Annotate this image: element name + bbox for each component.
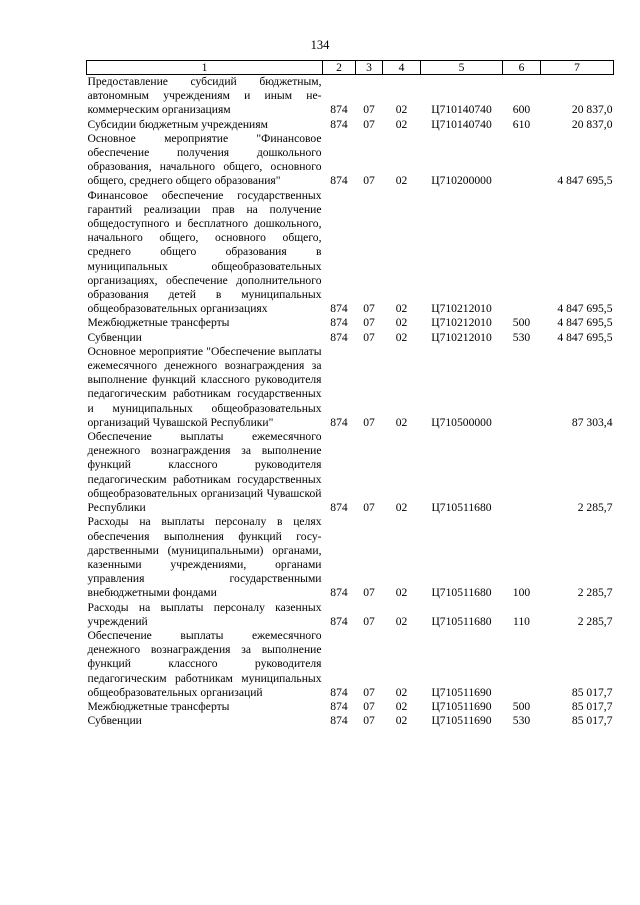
row-expense-type	[503, 629, 541, 700]
row-name: Основное мероприятие "Финансовое обеспечение получения дошкольного образования, начального общего, основного общего, среднего общего образования"	[87, 131, 322, 188]
row-target-code: Ц710511690	[431, 714, 492, 728]
row-subsection: 02	[395, 316, 408, 330]
row-amount: 2 285,7	[577, 614, 613, 628]
row-admin-code: 874	[330, 415, 348, 429]
row-target-code: Ц710212010	[431, 316, 492, 330]
row-amount: 4 847 695,5	[557, 174, 613, 188]
table-row	[87, 430, 614, 515]
row-target-code: Ц710511690	[431, 699, 492, 713]
table-row	[87, 345, 614, 430]
table-header	[87, 61, 614, 75]
row-subsection: 02	[395, 117, 408, 131]
row-amount: 87 303,4	[571, 415, 613, 429]
row-section: 07	[363, 103, 375, 117]
row-subsection: 02	[395, 501, 408, 515]
table-row	[87, 75, 614, 118]
table-row	[87, 118, 614, 132]
table-row	[87, 601, 614, 629]
table-row	[87, 515, 614, 600]
row-subsection: 02	[395, 415, 408, 429]
row-expense-type	[503, 345, 541, 430]
header-col-1: 1	[87, 61, 323, 75]
row-name: Субвенции	[87, 330, 142, 344]
row-expense-type: 530	[512, 714, 531, 728]
table-row	[87, 189, 614, 317]
row-amount: 20 837,0	[571, 103, 613, 117]
row-section: 07	[363, 685, 375, 699]
row-amount: 20 837,0	[571, 117, 613, 131]
row-amount: 2 285,7	[577, 501, 613, 515]
row-expense-type	[503, 132, 541, 189]
header-col-4: 4	[383, 61, 421, 75]
row-admin-code: 874	[330, 685, 348, 699]
row-section: 07	[363, 174, 375, 188]
row-target-code: Ц710140740	[431, 103, 492, 117]
row-expense-type: 500	[512, 699, 531, 713]
row-section: 07	[363, 699, 375, 713]
row-section: 07	[363, 415, 375, 429]
row-section: 07	[363, 714, 375, 728]
row-subsection: 02	[395, 330, 408, 344]
row-amount: 85 017,7	[571, 714, 613, 728]
header-col-7: 7	[541, 61, 614, 75]
row-subsection: 02	[395, 103, 408, 117]
table-row	[87, 132, 614, 189]
row-expense-type: 500	[512, 316, 531, 330]
row-name: Субвенции	[87, 714, 142, 728]
row-amount: 4 847 695,5	[557, 316, 613, 330]
row-target-code: Ц710511680	[431, 614, 492, 628]
row-expense-type: 100	[512, 586, 531, 600]
row-expense-type: 610	[512, 117, 531, 131]
row-section: 07	[363, 117, 375, 131]
row-subsection: 02	[395, 586, 408, 600]
row-name: Субсидии бюджетным учреждениям	[87, 117, 268, 131]
table-row	[87, 714, 614, 728]
budget-table	[86, 60, 614, 728]
row-admin-code: 874	[330, 316, 348, 330]
row-name: Финансовое обеспечение государственных гарантий реализации прав на получение общедоступного и бесплатного дошкольного, начального общего, основного общего, среднего общего образования в муниципальных общеобразовательных организациях, обеспечение дополнительного образования детей в муниципальных общеобразовательных организациях	[87, 188, 322, 316]
row-section: 07	[363, 501, 375, 515]
row-admin-code: 874	[330, 103, 348, 117]
row-admin-code: 874	[330, 174, 348, 188]
row-name: Предоставление субсидий бюджетным, автономным учреждениям и иным некоммерческим организациям	[87, 75, 322, 117]
row-expense-type	[503, 189, 541, 317]
row-expense-type: 530	[512, 330, 531, 344]
row-amount: 85 017,7	[571, 685, 613, 699]
row-subsection: 02	[395, 685, 408, 699]
table-row	[87, 700, 614, 714]
row-section: 07	[363, 302, 375, 316]
row-amount: 4 847 695,5	[557, 330, 613, 344]
row-admin-code: 874	[330, 330, 348, 344]
row-subsection: 02	[395, 714, 408, 728]
row-amount: 2 285,7	[577, 586, 613, 600]
row-target-code: Ц710140740	[431, 117, 492, 131]
table-body	[87, 75, 614, 729]
row-section: 07	[363, 614, 375, 628]
row-admin-code: 874	[330, 501, 348, 515]
row-target-code: Ц710511690	[431, 685, 492, 699]
row-section: 07	[363, 586, 375, 600]
row-expense-type: 600	[512, 103, 531, 117]
table-row	[87, 316, 614, 330]
row-admin-code: 874	[330, 586, 348, 600]
row-name: Расходы на выплаты персоналу казенных учреждений	[87, 600, 322, 628]
row-subsection: 02	[395, 699, 408, 713]
row-target-code: Ц710212010	[431, 302, 492, 316]
row-section: 07	[363, 330, 375, 344]
header-col-2: 2	[323, 61, 356, 75]
row-name: Межбюджетные трансферты	[87, 316, 230, 330]
row-amount: 4 847 695,5	[557, 302, 613, 316]
table-row	[87, 331, 614, 345]
row-subsection: 02	[395, 174, 408, 188]
row-name: Обеспечение выплаты ежемесячного денежного вознаграждения за выполнение функций классного руководителя педагогическим работникам муниципальных общеобразовательных организаций	[87, 628, 322, 699]
row-admin-code: 874	[330, 117, 348, 131]
row-target-code: Ц710511680	[431, 501, 492, 515]
row-target-code: Ц710212010	[431, 330, 492, 344]
row-target-code: Ц710511680	[431, 586, 492, 600]
header-col-5: 5	[421, 61, 503, 75]
page-number: 134	[310, 38, 330, 52]
row-name: Межбюджетные трансферты	[87, 699, 230, 713]
row-admin-code: 874	[330, 302, 348, 316]
row-name: Расходы на выплаты персоналу в целях обеспечения выполнения функций государственными (муниципальными) органами, казенными учреждениями, органами управления государственными внебюджетными фондами	[87, 515, 322, 600]
row-subsection: 02	[395, 302, 408, 316]
row-subsection: 02	[395, 614, 408, 628]
row-admin-code: 874	[330, 699, 348, 713]
row-target-code: Ц710500000	[431, 415, 492, 429]
header-row	[87, 61, 614, 75]
row-name: Обеспечение выплаты ежемесячного денежного вознаграждения за выполнение функций классного руководителя педагогическим работникам государственных общеобразовательных организаций Чувашской Республики	[87, 430, 322, 515]
header-col-3: 3	[356, 61, 383, 75]
row-expense-type: 110	[513, 614, 530, 628]
row-name: Основное мероприятие "Обеспечение выплаты ежемесячного денежного вознаграждения за выполнение функций классного руководителя педагогическим работникам государственных и муниципальных общеобразовательных организаций Чувашской Республики"	[87, 344, 322, 429]
row-admin-code: 874	[330, 614, 348, 628]
row-amount: 85 017,7	[571, 699, 613, 713]
row-admin-code: 874	[330, 714, 348, 728]
table-row	[87, 629, 614, 700]
row-target-code: Ц710200000	[431, 174, 492, 188]
header-col-6: 6	[503, 61, 541, 75]
row-section: 07	[363, 316, 375, 330]
row-expense-type	[503, 430, 541, 515]
